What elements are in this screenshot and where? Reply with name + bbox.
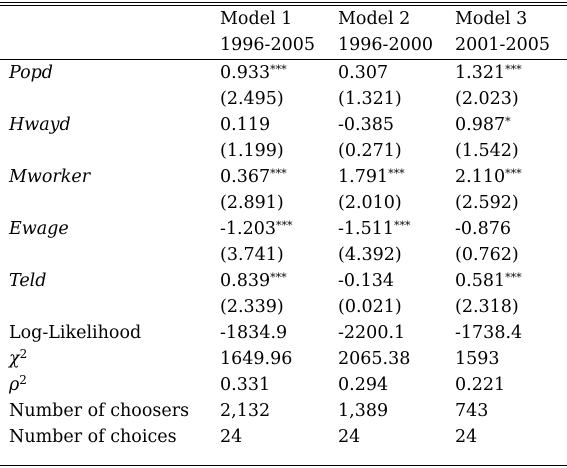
stat-cell: 0.221: [455, 375, 506, 395]
stat-cell: 0.294: [338, 375, 389, 395]
coef-cell: -1.203***: [220, 219, 293, 239]
header-row-models: [0, 6, 567, 32]
stat-cell: 743: [455, 401, 489, 421]
stat-cell: 24: [338, 427, 361, 447]
coef-cell: 0.933***: [220, 63, 287, 83]
variable-name: Mworker: [9, 167, 91, 187]
variable-name: Teld: [9, 271, 47, 291]
tstat-row-teld: [0, 294, 567, 320]
stat-cell: 24: [220, 427, 243, 447]
tstat-cell: (0.021): [338, 297, 402, 317]
tstat-cell: (4.392): [338, 245, 402, 265]
stat-label: $\chi^2$: [9, 347, 28, 369]
stat-cell: 1593: [455, 349, 500, 369]
coef-cell: 0.987*: [455, 115, 511, 135]
tstat-cell: (2.592): [455, 193, 519, 213]
stat-cell: 24: [455, 427, 478, 447]
coef-row-hwayd: [0, 112, 567, 138]
tstat-cell: (1.542): [455, 141, 519, 161]
stat-cell: 1,389: [338, 401, 389, 421]
stat-label: Log-Likelihood: [9, 323, 142, 343]
coef-cell: -1.511***: [338, 219, 411, 239]
coef-cell: -0.134: [338, 271, 395, 291]
header-period-2: 1996-2000: [338, 35, 433, 55]
tstat-cell: (2.495): [220, 89, 284, 109]
variable-name: Ewage: [9, 219, 69, 239]
coef-cell: 2.110***: [455, 167, 522, 187]
tstat-cell: (0.271): [338, 141, 402, 161]
tstat-row-ewage: [0, 242, 567, 268]
tstat-row-popd: [0, 86, 567, 112]
variable-name: Popd: [9, 63, 54, 83]
stat-row-rho2: [0, 372, 567, 398]
stat-cell: -2200.1: [338, 323, 406, 343]
coef-cell: 1.321***: [455, 63, 522, 83]
coef-cell: 0.307: [338, 63, 389, 83]
header-model-3: Model 3: [455, 9, 528, 29]
stat-row-choices: [0, 424, 567, 450]
coef-row-ewage: [0, 216, 567, 242]
header-row-periods: [0, 32, 567, 58]
coef-row-mworker: [0, 164, 567, 190]
coef-cell: -0.385: [338, 115, 395, 135]
tstat-cell: (2.318): [455, 297, 519, 317]
header-corner: [0, 6, 216, 32]
coef-cell: 0.367***: [220, 167, 287, 187]
tstat-cell: (0.762): [455, 245, 519, 265]
results-table: [0, 6, 567, 450]
bottom-rule: [0, 465, 567, 466]
stat-cell: -1834.9: [220, 323, 288, 343]
stat-label: Number of choosers: [9, 401, 190, 421]
stat-cell: 2065.38: [338, 349, 411, 369]
tstat-row-hwayd: [0, 138, 567, 164]
tstat-cell: (1.199): [220, 141, 284, 161]
stat-cell: 0.331: [220, 375, 271, 395]
tstat-cell: (1.321): [338, 89, 402, 109]
tstat-cell: (2.339): [220, 297, 284, 317]
header-model-1: Model 1: [220, 9, 293, 29]
stat-row-chi2: [0, 346, 567, 372]
coef-cell: 0.839***: [220, 271, 287, 291]
stat-label: $\rho^2$: [9, 373, 27, 395]
header-period-1: 1996-2005: [220, 35, 315, 55]
coef-cell: 0.119: [220, 115, 271, 135]
tstat-cell: (2.010): [338, 193, 402, 213]
coef-row-teld: [0, 268, 567, 294]
coef-cell: -0.876: [455, 219, 512, 239]
stat-cell: 2,132: [220, 401, 271, 421]
stat-row-loglik: [0, 320, 567, 346]
tstat-cell: (2.023): [455, 89, 519, 109]
header-model-2: Model 2: [338, 9, 411, 29]
stat-label: Number of choices: [9, 427, 177, 447]
tstat-row-mworker: [0, 190, 567, 216]
variable-name: Hwayd: [9, 115, 71, 135]
stat-row-choosers: [0, 398, 567, 424]
header-corner-2: [0, 32, 216, 58]
tstat-cell: (3.741): [220, 245, 284, 265]
top-rule-outer: [0, 2, 567, 3]
coef-row-popd: [0, 58, 567, 86]
stat-cell: 1649.96: [220, 349, 293, 369]
header-period-3: 2001-2005: [455, 35, 550, 55]
stat-cell: -1738.4: [455, 323, 523, 343]
coef-cell: 1.791***: [338, 167, 405, 187]
tstat-cell: (2.891): [220, 193, 284, 213]
coef-cell: 0.581***: [455, 271, 522, 291]
